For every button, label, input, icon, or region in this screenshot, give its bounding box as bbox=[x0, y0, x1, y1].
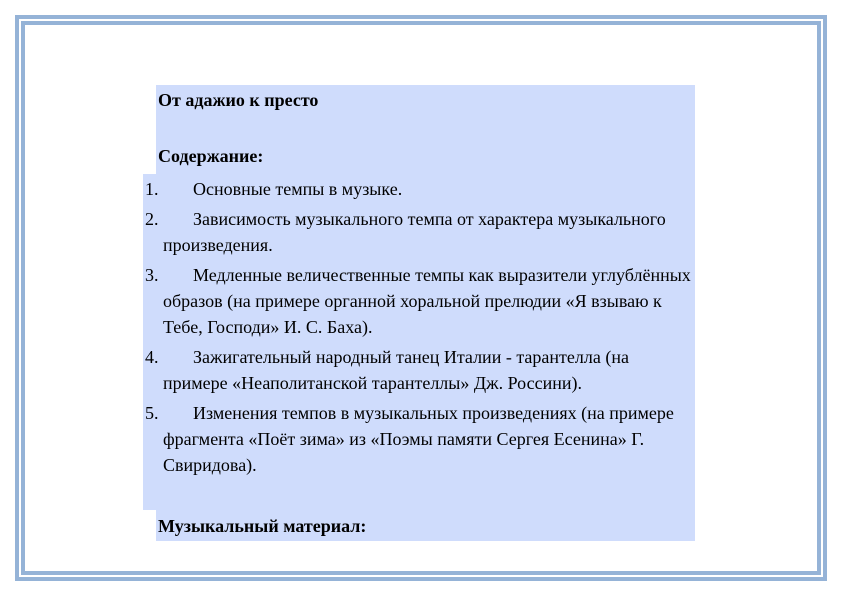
list-item-text: Медленные величественные темпы как выразители углублённых образов (на примере органной хоральной прелюдии «Я взываю к Тебе, Господи» И. С. Баха). bbox=[163, 265, 691, 337]
contents-heading: Содержание: bbox=[158, 146, 264, 166]
list-item-text: Изменения темпов в музыкальных произведениях (на примере фрагмента «Поёт зима» из «Поэмы памяти Сергея Есенина» Г. Свиридова). bbox=[163, 403, 674, 475]
list-item-number: 3. bbox=[145, 265, 159, 285]
list-item-number: 5. bbox=[145, 403, 159, 423]
list-item-text: Основные темпы в музыке. bbox=[193, 179, 403, 199]
list-item-text: Зависимость музыкального темпа от характера музыкального произведения. bbox=[163, 209, 666, 255]
slide-title: От адажио к престо bbox=[158, 90, 319, 110]
list-item-text: Зажигательный народный танец Италии - тарантелла (на примере «Неаполитанской тарантеллы» Дж. Россини). bbox=[163, 347, 629, 393]
list-item-number: 2. bbox=[145, 209, 159, 229]
list-item-number: 1. bbox=[145, 179, 159, 199]
contents-list bbox=[145, 176, 693, 482]
music-material-heading: Музыкальный материал: bbox=[158, 516, 367, 536]
list-item-number: 4. bbox=[145, 347, 159, 367]
list-item bbox=[145, 400, 693, 478]
list-item bbox=[145, 262, 693, 340]
list-item bbox=[145, 206, 693, 258]
list-item bbox=[145, 176, 693, 202]
list-item bbox=[145, 344, 693, 396]
